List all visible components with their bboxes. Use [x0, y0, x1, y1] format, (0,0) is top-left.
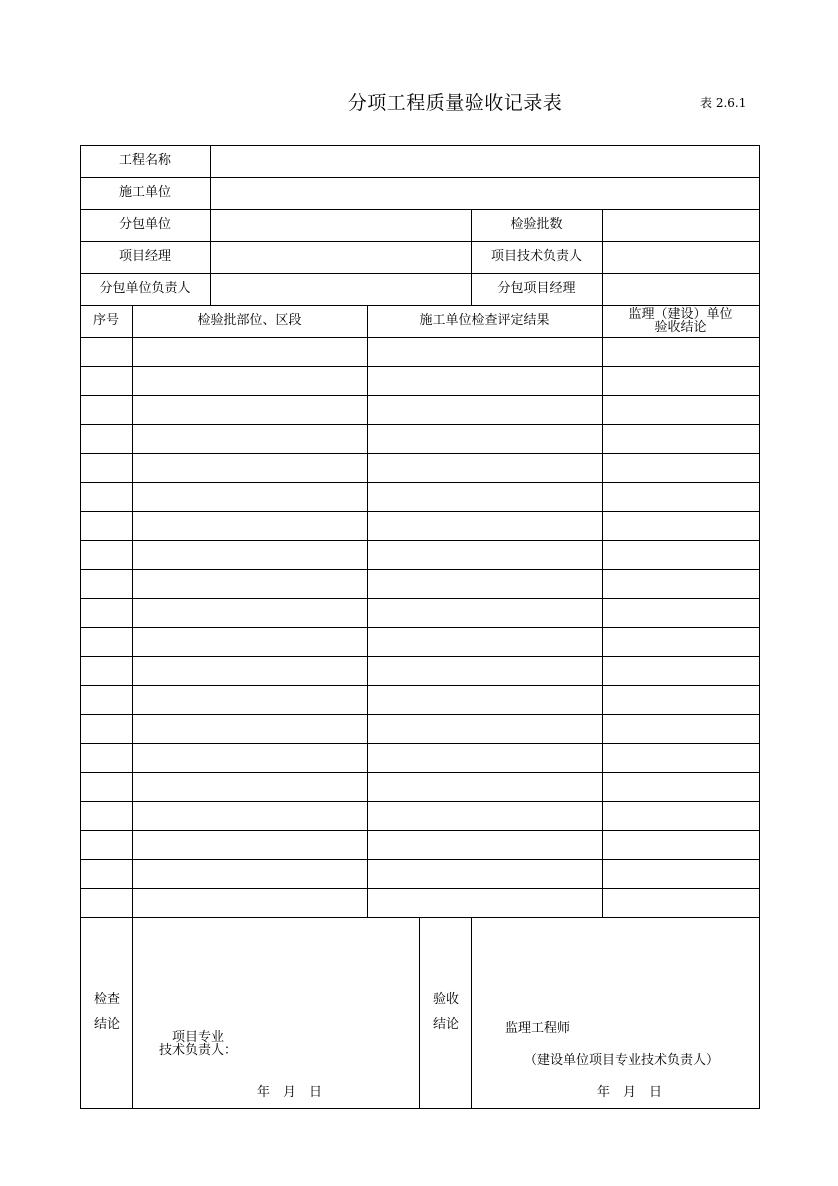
table-row-conclusion-cell[interactable]	[603, 512, 759, 540]
form-title-text: 分项工程质量验收记录表	[347, 92, 563, 114]
table-row-seq-cell[interactable]	[81, 599, 132, 627]
column-header-seq: 序号	[92, 313, 119, 328]
table-row-conclusion-cell[interactable]	[603, 338, 759, 366]
table-row-result-cell[interactable]	[368, 628, 602, 656]
table-row-location-cell[interactable]	[133, 483, 367, 511]
subcontractor-label: 分包单位	[118, 217, 171, 232]
footer-divider-2	[419, 917, 420, 1109]
table-row-conclusion-cell[interactable]	[603, 657, 759, 685]
table-number: 表 2.6.1	[700, 96, 747, 110]
table-row-location-cell[interactable]	[133, 889, 367, 917]
table-row-seq-cell[interactable]	[81, 425, 132, 453]
table-row-conclusion-cell[interactable]	[603, 570, 759, 598]
table-row-location-cell[interactable]	[133, 599, 367, 627]
table-row-location-cell[interactable]	[133, 541, 367, 569]
project-tech-lead-field[interactable]	[603, 242, 759, 273]
table-row-conclusion-cell[interactable]	[603, 396, 759, 424]
supervisor-label: 监理工程师	[505, 1021, 571, 1036]
acceptance-conclusion-label-2: 结论	[433, 1017, 460, 1032]
table-row-seq-cell[interactable]	[81, 744, 132, 772]
table-row-result-cell[interactable]	[368, 860, 602, 888]
subcontractor-lead-label: 分包单位负责人	[99, 281, 191, 296]
table-row-conclusion-cell[interactable]	[603, 773, 759, 801]
table-row-location-cell[interactable]	[133, 454, 367, 482]
subcontract-pm-label: 分包项目经理	[497, 281, 576, 296]
table-row-result-cell[interactable]	[368, 744, 602, 772]
subcontractor-field[interactable]	[211, 210, 471, 241]
table-row-location-cell[interactable]	[133, 744, 367, 772]
table-row-result-cell[interactable]	[368, 396, 602, 424]
frame-bottom	[80, 1108, 760, 1109]
table-row-result-cell[interactable]	[368, 686, 602, 714]
owner-representative-label: （建设单位项目专业技术负责人）	[524, 1053, 720, 1068]
table-row-location-cell[interactable]	[133, 831, 367, 859]
table-row-seq-cell[interactable]	[81, 396, 132, 424]
table-row-result-cell[interactable]	[368, 425, 602, 453]
table-row-seq-cell[interactable]	[81, 338, 132, 366]
subcontract-pm-field[interactable]	[603, 274, 759, 305]
table-row-location-cell[interactable]	[133, 512, 367, 540]
table-row-result-cell[interactable]	[368, 367, 602, 395]
table-row-conclusion-cell[interactable]	[603, 367, 759, 395]
table-row-seq-cell[interactable]	[81, 889, 132, 917]
table-row-conclusion-cell[interactable]	[603, 889, 759, 917]
table-row-conclusion-cell[interactable]	[603, 628, 759, 656]
table-row-location-cell[interactable]	[133, 773, 367, 801]
table-row-location-cell[interactable]	[133, 570, 367, 598]
table-row-location-cell[interactable]	[133, 367, 367, 395]
table-row-location-cell[interactable]	[133, 715, 367, 743]
table-row-result-cell[interactable]	[368, 773, 602, 801]
table-row-seq-cell[interactable]	[81, 802, 132, 830]
table-row-location-cell[interactable]	[133, 686, 367, 714]
table-row-seq-cell[interactable]	[81, 831, 132, 859]
project-name-label: 工程名称	[118, 153, 171, 168]
table-row-conclusion-cell[interactable]	[603, 425, 759, 453]
acceptance-conclusion-field[interactable]	[472, 918, 759, 1108]
table-row-conclusion-cell[interactable]	[603, 541, 759, 569]
acceptance-date: 年 月 日	[597, 1085, 663, 1100]
check-conclusion-label-2: 结论	[94, 1017, 121, 1032]
table-row-seq-cell[interactable]	[81, 367, 132, 395]
table-row-result-cell[interactable]	[368, 338, 602, 366]
table-row-conclusion-cell[interactable]	[603, 802, 759, 830]
table-row-seq-cell[interactable]	[81, 860, 132, 888]
table-row-seq-cell[interactable]	[81, 657, 132, 685]
table-row-result-cell[interactable]	[368, 512, 602, 540]
table-row-conclusion-cell[interactable]	[603, 599, 759, 627]
table-row-conclusion-cell[interactable]	[603, 454, 759, 482]
table-row-conclusion-cell[interactable]	[603, 715, 759, 743]
table-row-result-cell[interactable]	[368, 889, 602, 917]
column-header-result: 施工单位检查评定结果	[419, 313, 550, 328]
table-row-seq-cell[interactable]	[81, 454, 132, 482]
column-header-location: 检验批部位、区段	[197, 313, 302, 328]
table-row-seq-cell[interactable]	[81, 570, 132, 598]
table-row-location-cell[interactable]	[133, 338, 367, 366]
table-row-result-cell[interactable]	[368, 570, 602, 598]
table-row-conclusion-cell[interactable]	[603, 686, 759, 714]
table-row-result-cell[interactable]	[368, 715, 602, 743]
column-header-conclusion-line1: 监理（建设）单位	[628, 307, 733, 322]
table-row-conclusion-cell[interactable]	[603, 831, 759, 859]
table-row-result-cell[interactable]	[368, 657, 602, 685]
table-row-result-cell[interactable]	[368, 802, 602, 830]
table-row-seq-cell[interactable]	[81, 512, 132, 540]
table-row-location-cell[interactable]	[133, 425, 367, 453]
table-row-conclusion-cell[interactable]	[603, 744, 759, 772]
table-row-seq-cell[interactable]	[81, 483, 132, 511]
table-row-result-cell[interactable]	[368, 541, 602, 569]
check-conclusion-field[interactable]	[133, 918, 419, 1108]
subcontractor-lead-field[interactable]	[211, 274, 471, 305]
inspection-batch-count-label: 检验批数	[510, 217, 563, 232]
construction-unit-field[interactable]	[211, 178, 759, 209]
project-manager-field[interactable]	[211, 242, 471, 273]
construction-unit-label: 施工单位	[118, 185, 171, 200]
table-row-location-cell[interactable]	[133, 860, 367, 888]
specialist-label-2: 技术负责人：	[159, 1043, 238, 1058]
table-row-seq-cell[interactable]	[81, 628, 132, 656]
check-conclusion-label-1: 检查	[94, 992, 121, 1007]
table-row-conclusion-cell[interactable]	[603, 860, 759, 888]
table-row-location-cell[interactable]	[133, 802, 367, 830]
table-row-conclusion-cell[interactable]	[603, 483, 759, 511]
table-row-seq-cell[interactable]	[81, 541, 132, 569]
inspection-batch-count-field[interactable]	[603, 210, 759, 241]
table-row-location-cell[interactable]	[133, 657, 367, 685]
column-header-conclusion-line2: 验收结论	[654, 320, 707, 335]
table-row-result-cell[interactable]	[368, 454, 602, 482]
check-date: 年 月 日	[257, 1085, 323, 1100]
table-row-result-cell[interactable]	[368, 483, 602, 511]
table-row-seq-cell[interactable]	[81, 715, 132, 743]
project-tech-lead-label: 项目技术负责人	[490, 249, 582, 264]
project-manager-label: 项目经理	[118, 249, 171, 264]
column-header-conclusion	[602, 305, 759, 337]
table-row-location-cell[interactable]	[133, 396, 367, 424]
project-name-field[interactable]	[211, 146, 759, 177]
acceptance-conclusion-label-1: 验收	[433, 992, 460, 1007]
table-row-seq-cell[interactable]	[81, 686, 132, 714]
table-row-location-cell[interactable]	[133, 628, 367, 656]
table-row-result-cell[interactable]	[368, 831, 602, 859]
table-row-result-cell[interactable]	[368, 599, 602, 627]
specialist-label-1: 项目专业	[172, 1030, 225, 1045]
table-row-seq-cell[interactable]	[81, 773, 132, 801]
